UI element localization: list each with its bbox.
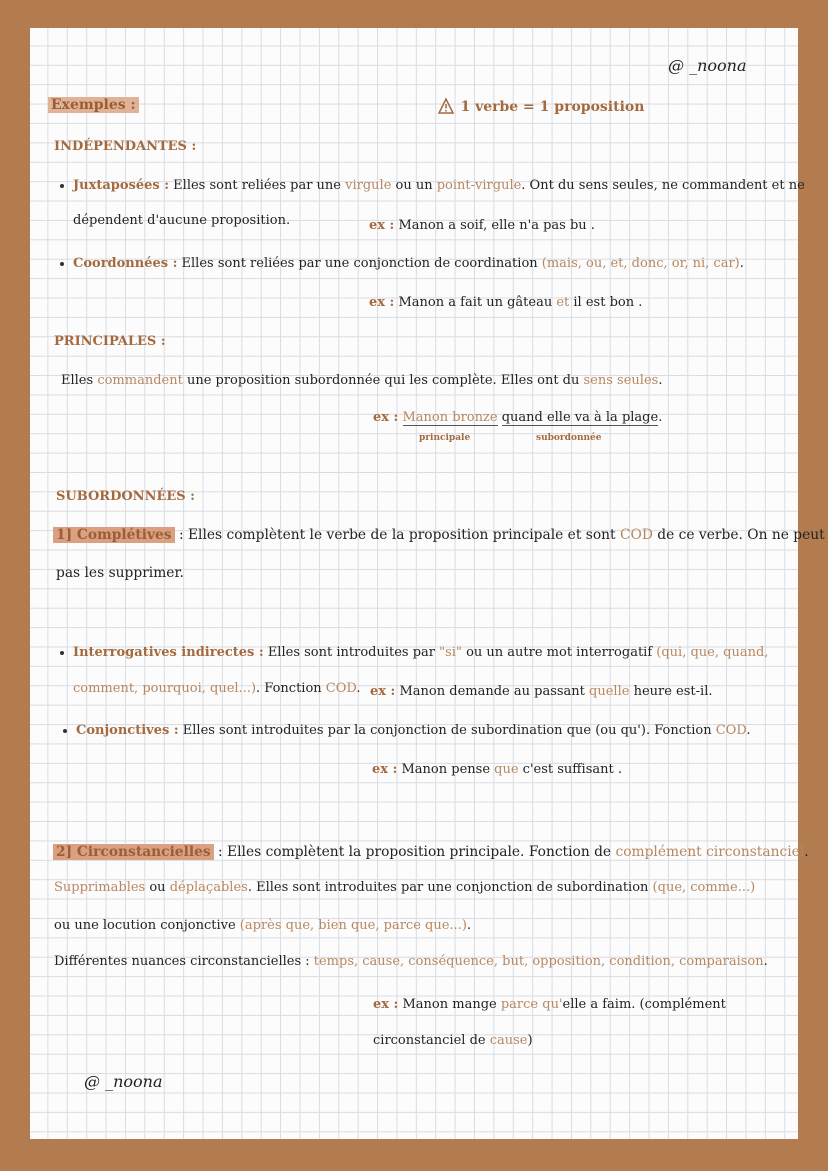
principales-text: Elles commandent une proposition subordonnée qui les complète. Elles ont du sens seules. — [61, 373, 663, 388]
principales-heading: PRINCIPALES : — [54, 334, 166, 349]
interrogatives-line2: comment, pourquoi, quel...). Fonction COD. — [73, 681, 361, 696]
interrogatives-example: ex : Manon demande au passant quelle heure est-il. — [370, 684, 713, 699]
bullet — [60, 651, 64, 655]
circonstancielles-example-line2: circonstanciel de cause) — [373, 1033, 533, 1048]
completives-line2: pas les supprimer. — [56, 565, 184, 581]
signature-bottom: @ _noona — [84, 1072, 163, 1091]
warning-icon — [436, 96, 456, 116]
nuances-line: Différentes nuances circonstancielles : temps, cause, conséquence, but, opposition, condition, comparaison. — [54, 954, 768, 969]
subordonnees-heading: SUBORDONNÉES : — [56, 489, 195, 504]
coordonnees-line: Coordonnées : Elles sont reliées par une conjonction de coordination (mais, ou, et, donc, or, ni, car). — [73, 256, 744, 271]
circonstancielles-example-line1: ex : Manon mange parce qu'elle a faim. (complément — [373, 997, 726, 1012]
bullet — [60, 184, 64, 188]
independantes-heading: INDÉPENDANTES : — [54, 139, 197, 154]
circonstancielles-line3: ou une locution conjonctive (après que, bien que, parce que...). — [54, 918, 472, 933]
juxtaposees-line2: dépendent d'aucune proposition. — [73, 213, 291, 228]
circonstancielles-line2: Supprimables ou déplaçables. Elles sont introduites par une conjonction de subordination (que, comme...) — [54, 880, 756, 895]
bullet — [63, 729, 67, 733]
completives-line1: 1] Complétives : Elles complètent le verbe de la proposition principale et sont COD de ce verbe. On ne peut — [53, 527, 825, 544]
conjonctives-example: ex : Manon pense que c'est suffisant . — [372, 762, 622, 777]
signature-top: @ _noona — [668, 56, 747, 75]
circonstancielles-line1: 2] Circonstancielles : Elles complètent la proposition principale. Fonction de complément circonstanciel. — [53, 844, 809, 861]
label-subordonnee: subordonnée — [536, 433, 602, 443]
interrogatives-line1: Interrogatives indirectes : Elles sont introduites par "si" ou un autre mot interrogatif (qui, que, quand, — [73, 645, 769, 660]
exemples-label: Exemples : — [48, 97, 139, 114]
notebook-page — [30, 28, 798, 1139]
juxtaposees-example: ex : Manon a soif, elle n'a pas bu . — [369, 218, 595, 233]
bullet — [60, 262, 64, 266]
juxtaposees-line1: Juxtaposées : Elles sont reliées par une virgule ou un point-virgule. Ont du sens seules, ne commandent et ne — [73, 178, 805, 193]
principales-example: ex : Manon bronze quand elle va à la plage. — [373, 410, 663, 425]
rule-line: 1 verbe = 1 proposition — [436, 96, 644, 116]
conjonctives-line: Conjonctives : Elles sont introduites par la conjonction de subordination que (ou qu'). Fonction COD. — [76, 723, 751, 738]
coordonnees-example: ex : Manon a fait un gâteau et il est bon . — [369, 295, 643, 310]
label-principale: principale — [419, 433, 471, 443]
